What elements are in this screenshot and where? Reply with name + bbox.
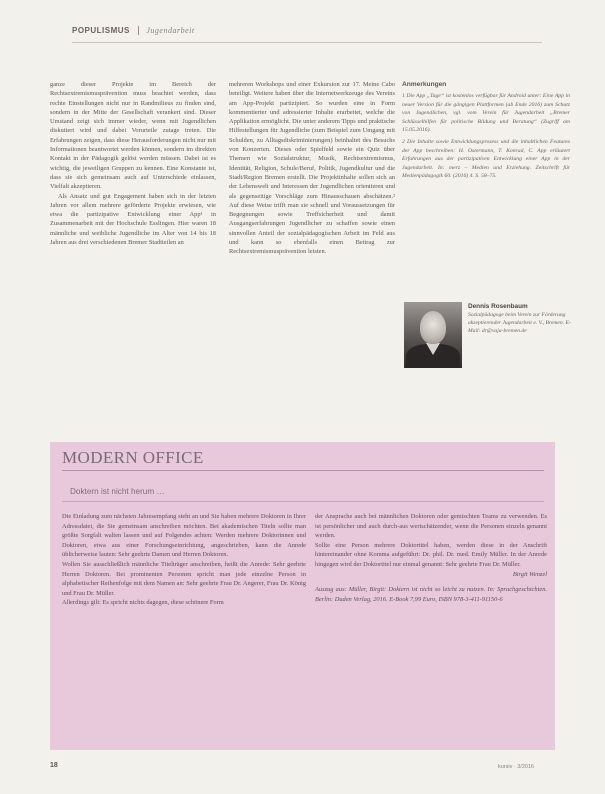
author-info [468,303,573,335]
box-paragraph: Die Einladung zum nächsten Jahresempfang steht an und Sie haben mehrere Doktoren in Ihrer Adressdatei, die Sie gemeinsam anschreiben möchten. Bei akademischen Titeln sollte man größte Sorgfalt walten lassen und auf Folgendes achten: Werden mehrere Doktorinnen und Doktoren, etwa aus einer Forschungseinrichtung, angeschrieben, kann die Anrede üblicherweise lauten: Sehr geehrte Damen und Herren Doktoren. [62,513,306,559]
notes-column [402,80,570,184]
article-paragraph: mehreren Workshops und einer Exkursion zur 17. Meine Cabo beteiligt. Weitere haben über die Internetwerkzeuge des Vereins am App-Projekt partizipiert. So wurden eine in Form kommentierter und adressierter Inhalte erarbeitet, welche die Applikation ermöglicht. Die unter anderem Tipps und praktische Hilfestellungen für Jugendliche (zum Beispiel zum Umgang mit Schulden, zu Alltagsdiskriminierungen) beinhaltet des Besuchs von Konzerten. Dieses oder Spielfeld sowie ein Quiz über Themen wie Sozialstruktur, Musik, Rechtsextremismus, Identität, Religion, Schule/Beruf, Politik, Jugendkultur und die Stadt/Region Bremen erstellt. Die Projektinhalte sollen sich an der Lebenswelt und Interessen der Jugendlichen orientieren und als gegenseitige Vorschläge zum Hinausschauen abschätzen.² Auf diese Weise trifft man sie schnell und Voraussetzungen für Begegnungen sowie Treffsicherheit und damit Ausgangserfahrungen Jugendlicher zu schaffen sowie einen sinnvollen Anteil der sozialpädagogischen Arbeit im Feld aus und kann so ebenfalls einen Beitrag zur Rechtsextremismusprävention leisten. [229,81,395,256]
box-reference: Auszug aus: Müller, Birgit: Doktern ist nicht so leicht zu nutzen. In: Sprachgeschichten. Berlin: Duden Verlag, 2016. E-Book 7,99 Euro, ISBN 978-3-411-91150-6 [315,586,547,603]
box-title: MODERN OFFICE [62,448,204,467]
box-signature: Birgit Wenzel [512,570,547,578]
box-column-1 [62,512,306,608]
page-number: 18 [50,762,58,769]
article-column-2 [229,80,395,257]
journal-footer: kursiv · 3/2016 [498,764,535,770]
article-paragraph: Als Ansatz und gut Engagement haben sich in der letzten Jahren vor allem mehrere geförderte Projekte erwiesen, wie etwa die partizipative Entwicklung einer App¹ in Zusammenarbeit mit der Hochschule Esslingen. Hier waren 18 männliche und weibliche Jugendliche im Alter von 14 bis 18 Jahren aus drei verschiedenen Bremer Stadtteilen an [50,192,216,247]
box-paragraph: der Ansprache auch bei männlichen Doktoren oder gemischten Teams zu verwenden. Es ist persönlicher und auch durch-aus wertschätzender, wenn die Personen einzeln genannt werden. [315,513,547,540]
author-name: Dennis Rosenbaum [468,303,528,310]
box-subtitle-rule [62,501,544,502]
box-column-2 [315,512,547,604]
box-paragraph: Sollte eine Person mehrere Doktortitel haben, werden diese in der Anschrift hintereinander ohne Komma aufgeführt: Dr. phil. Dr. med. Emily Müller. In der Anrede hingegen wird der Doktortitel nur einmal genannt: Sehr geehrte Frau Dr. Müller. [315,541,547,568]
author-bio: Sozialpädagoge beim Verein zur Förderung akzeptierender Jugendarbeit e. V., Bremen. E-Mail: dr@vaja-bremen.de [468,312,571,334]
subsection-label: Jugendarbeit [146,26,195,35]
article-column-1 [50,80,216,247]
footnote: 1 Die App „Tage“ ist kostenlos verfügbar für Android unter: Eine App in neuer Version für die gängigen Plattformen (ab Ende 2016) zum Schutz von Jugendlichen, vgl. vom Verein für Jugendarbeit „Bremer Schlüsselhilfen für politische Bildung und Beratung“ (Zugriff am 15.05.2016). [402,93,570,133]
box-paragraph: Allerdings gilt: Es spricht nichts dagegen, diese schönere Form [62,599,224,607]
box-paragraph: Wollen Sie ausschließlich männliche Titelträger anschreiben, heißt die Anrede: Sehr geehrte Herren Doktoren. Bei prominenten Personen spricht man jede einzelne Person in alphabetischer Reihenfolge mit dem Namen an: Sehr geehrte Frau Dr. Angerer, Frau Dr. König und Frau Dr. Müller. [62,560,306,597]
header-separator [138,26,139,35]
article-paragraph: ganze dieser Projekte im Bereich der Rechtsextremismusprävention muss beachtet werden, dass rechte Einstellungen nicht nur in Randmilieus zu finden sind, sondern in der Mitte der Gesellschaft verankert sind. Dieser Umstand zeigt sich immer wieder, wenn mit Jugendlichen diskutiert wird und dabei Vorurteile zutage treten. Die Erfahrungen zeigen, dass diese Herausforderungen nicht nur mit Informationen beantwortet werden können, sondern im direkten Kontakt in der Pädagogik gelöst werden müssen. Dabei ist es wichtig, die jeweiligen Gruppen zu kennen. Eine Konstante ist, dass sie sich gemeinsam auch auf Unterschiede einlassen, Vielfalt akzeptieren. [50,81,216,191]
author-photo [404,302,462,368]
header-rule [72,42,542,43]
section-label: POPULISMUS [72,26,130,35]
running-header [72,26,195,40]
notes-title: Anmerkungen [402,81,447,88]
box-subtitle: Doktern ist nicht herum … [70,487,165,496]
footnote: 2 Die Inhalte sowie Entwicklungsprozess und die inhaltlichen Features der App beschreiben: H. Ostermann, T. Konrad, C. App erläutert Erfahrungen aus der partizipativen Entwicklung einer App in der Jugendarbeit. In: merz – Medien und Erziehung. Zeitschrift für Medienpädagogik 60. (2016) 4. S. 58–75. [402,139,570,179]
box-title-rule [62,470,544,471]
photo-face [420,311,446,344]
